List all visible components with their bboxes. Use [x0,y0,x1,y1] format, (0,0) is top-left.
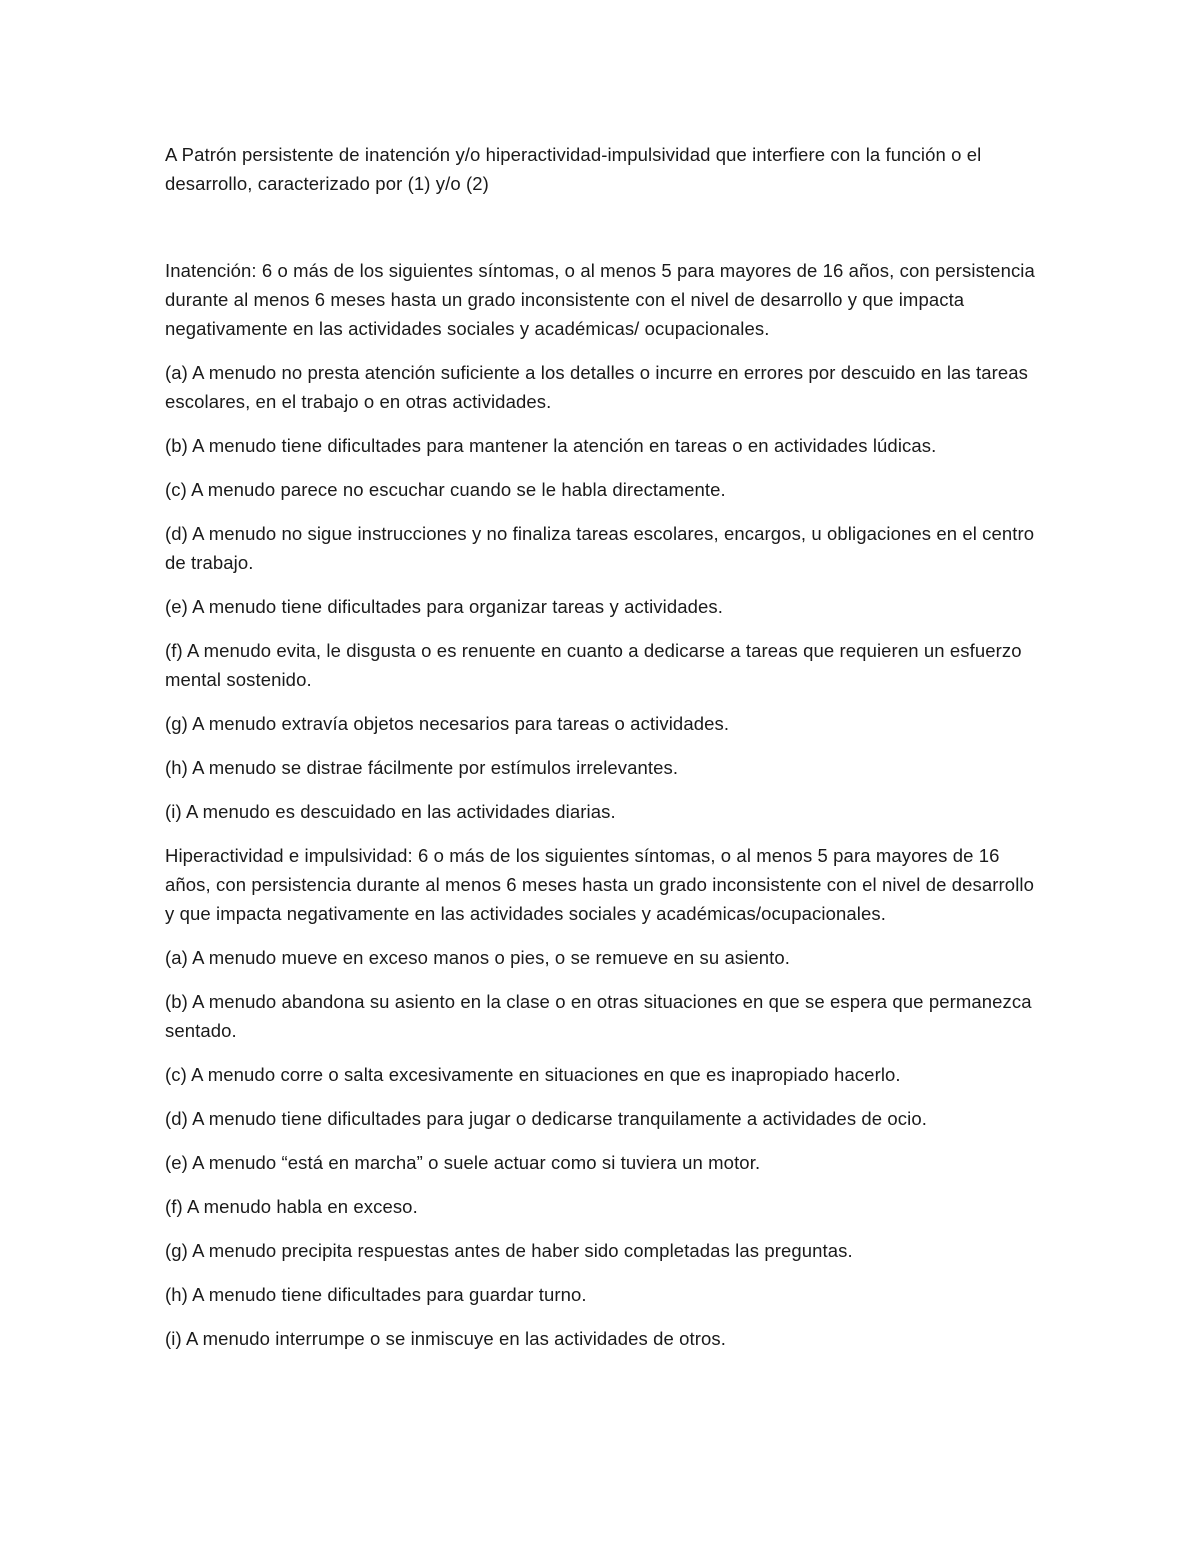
hyperactivity-item-h: (h) A menudo tiene dificultades para guardar turno. [165,1284,587,1305]
inattention-item-g: (g) A menudo extravía objetos necesarios para tareas o actividades. [165,713,730,734]
document-page [165,140,1035,1368]
hyperactivity-item-i: (i) A menudo interrumpe o se inmiscuye en las actividades de otros. [165,1328,726,1349]
hyperactivity-item-d: (d) A menudo tiene dificultades para jugar o dedicarse tranquilamente a actividades de ocio. [165,1108,927,1129]
intro-paragraph: A Patrón persistente de inatención y/o hiperactividad-impulsividad que interfiere con la función o el desarrollo, caracterizado por (1) y/o (2) [165,144,982,194]
hyperactivity-item-f: (f) A menudo habla en exceso. [165,1196,418,1217]
inattention-item-f: (f) A menudo evita, le disgusta o es renuente en cuanto a dedicarse a tareas que requieren un esfuerzo mental sostenido. [165,640,1022,690]
inattention-heading: Inatención: 6 o más de los siguientes síntomas, o al menos 5 para mayores de 16 años, con persistencia durante al menos 6 meses hasta un grado inconsistente con el nivel de desarrollo y que impacta negativamente en las actividades sociales y académicas/ ocupacionales. [165,260,1035,339]
inattention-item-c: (c) A menudo parece no escuchar cuando se le habla directamente. [165,479,726,500]
hyperactivity-item-e: (e) A menudo “está en marcha” o suele actuar como si tuviera un motor. [165,1152,761,1173]
hyperactivity-item-g: (g) A menudo precipita respuestas antes de haber sido completadas las preguntas. [165,1240,853,1261]
inattention-item-h: (h) A menudo se distrae fácilmente por estímulos irrelevantes. [165,757,679,778]
inattention-item-a: (a) A menudo no presta atención suficiente a los detalles o incurre en errores por descuido en las tareas escolares, en el trabajo o en otras actividades. [165,362,1029,412]
inattention-item-d: (d) A menudo no sigue instrucciones y no finaliza tareas escolares, encargos, u obligaciones en el centro de trabajo. [165,523,1035,573]
hyperactivity-item-b: (b) A menudo abandona su asiento en la clase o en otras situaciones en que se espera que permanezca sentado. [165,991,1032,1041]
hyperactivity-item-c: (c) A menudo corre o salta excesivamente en situaciones en que es inapropiado hacerlo. [165,1064,901,1085]
inattention-item-i: (i) A menudo es descuidado en las actividades diarias. [165,801,616,822]
hyperactivity-heading: Hiperactividad e impulsividad: 6 o más de los siguientes síntomas, o al menos 5 para mayores de 16 años, con persistencia durante al menos 6 meses hasta un grado inconsistente con el nivel de desarrollo y que impacta negativamente en las actividades sociales y académicas/ocupacionales. [165,845,1035,924]
hyperactivity-item-a: (a) A menudo mueve en exceso manos o pies, o se remueve en su asiento. [165,947,791,968]
inattention-item-e: (e) A menudo tiene dificultades para organizar tareas y actividades. [165,596,724,617]
inattention-item-b: (b) A menudo tiene dificultades para mantener la atención en tareas o en actividades lúdicas. [165,435,937,456]
